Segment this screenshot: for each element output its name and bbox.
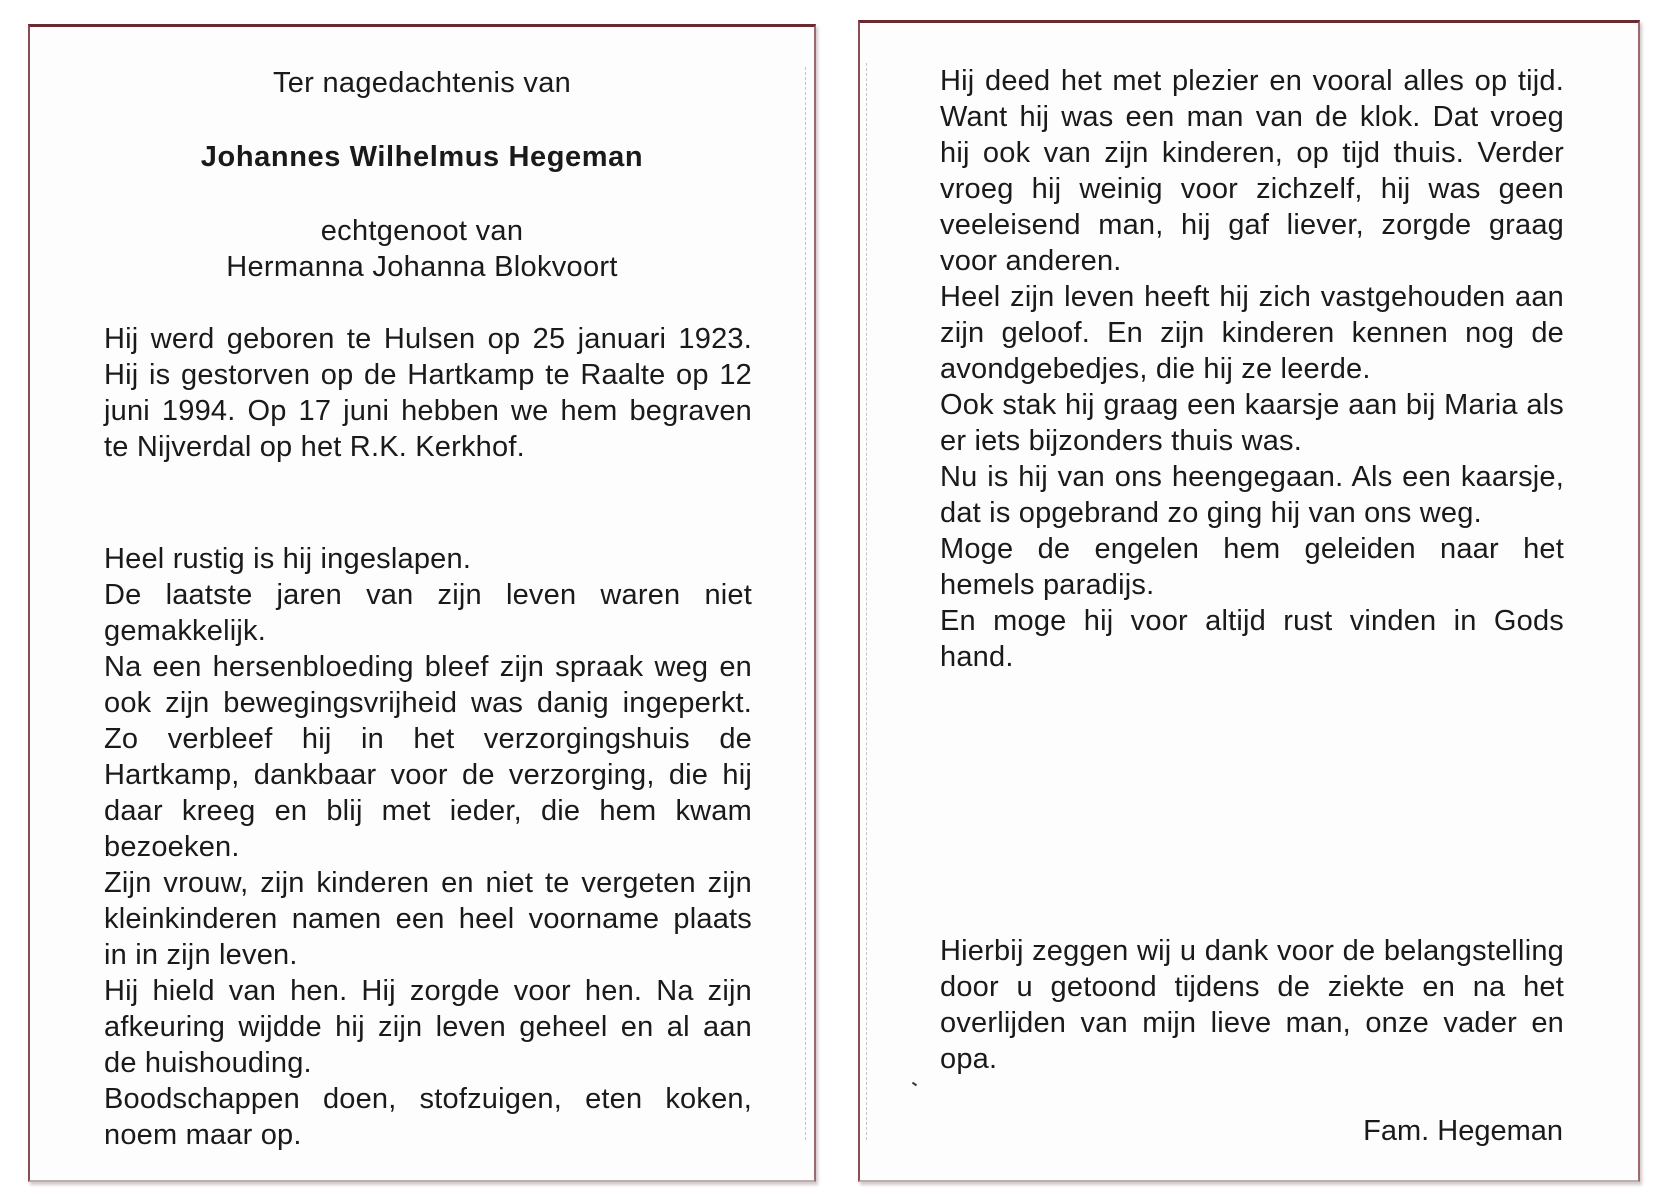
- thank-you-paragraph: Hierbij zeggen wij u dank voor de belangstelling door u getoond tijdens de ziekte en na het overlijden van mijn lieve man, onze vader en opa.: [940, 935, 1564, 1075]
- print-speck: [912, 1082, 917, 1087]
- life-story: [104, 541, 752, 1153]
- intro-heading: Ter nagedachtenis van: [272, 67, 572, 99]
- memorial-card-right: [858, 20, 1640, 1182]
- spouse-name: Hermanna Johanna Blokvoort: [226, 251, 618, 283]
- story-paragraph: De laatste jaren van zijn leven waren niet gemakkelijk.: [104, 579, 752, 647]
- biography-paragraph: Hij werd geboren te Hulsen op 25 januari 1923. Hij is gestorven op de Hartkamp te Raalte op 12 juni 1994. Op 17 juni hebben we hem begraven te Nijverdal op het R.K. Kerkhof.: [104, 323, 752, 463]
- biography: [104, 321, 752, 465]
- story-paragraph: Moge de engelen hem geleiden naar het hemels paradijs.: [940, 533, 1564, 601]
- story-paragraph: Hij hield van hen. Hij zorgde voor hen. Na zijn afkeuring wijdde hij zijn leven geheel en al aan de huishouding.: [104, 975, 752, 1079]
- story-paragraph: Ook stak hij graag een kaarsje aan bij Maria als er iets bijzonders thuis was.: [940, 389, 1564, 457]
- story-paragraph: Heel rustig is hij ingeslapen.: [104, 543, 472, 575]
- life-story-continued: [940, 63, 1564, 675]
- story-paragraph: Heel zijn leven heeft hij zich vastgehouden aan zijn geloof. En zijn kinderen kennen nog de avondgebedjes, die hij ze leerde.: [940, 281, 1564, 385]
- memorial-card-left: [28, 24, 816, 1182]
- deceased-name: Johannes Wilhelmus Hegeman: [200, 141, 644, 173]
- story-paragraph: Zijn vrouw, zijn kinderen en niet te vergeten zijn kleinkinderen namen een heel voorname plaats in in zijn leven.: [104, 867, 752, 971]
- family-signature: Fam. Hegeman: [1363, 1115, 1563, 1147]
- thank-you-note: [940, 933, 1564, 1077]
- spouse-label: echtgenoot van: [320, 215, 524, 247]
- story-paragraph: Na een hersenbloeding bleef zijn spraak weg en ook zijn bewegingsvrijheid was danig ingeperkt. Zo verbleef hij in het verzorgingshuis de Hartkamp, dankbaar voor de verzorging, die hij daar kreeg en blij met ieder, die hem kwam bezoeken.: [104, 651, 752, 863]
- story-paragraph: Nu is hij van ons heengegaan. Als een kaarsje, dat is opgebrand zo ging hij van ons weg.: [940, 461, 1564, 529]
- story-paragraph: Boodschappen doen, stofzuigen, eten koken, noem maar op.: [104, 1083, 752, 1151]
- story-paragraph: Hij deed het met plezier en vooral alles op tijd. Want hij was een man van de klok. Dat vroeg hij ook van zijn kinderen, op tijd thuis. Verder vroeg hij weinig voor zichzelf, hij was geen veeleisend man, hij gaf liever, zorgde graag voor anderen.: [940, 65, 1564, 277]
- card-edge-right: [866, 63, 867, 1140]
- story-paragraph: En moge hij voor altijd rust vinden in Gods hand.: [940, 605, 1564, 673]
